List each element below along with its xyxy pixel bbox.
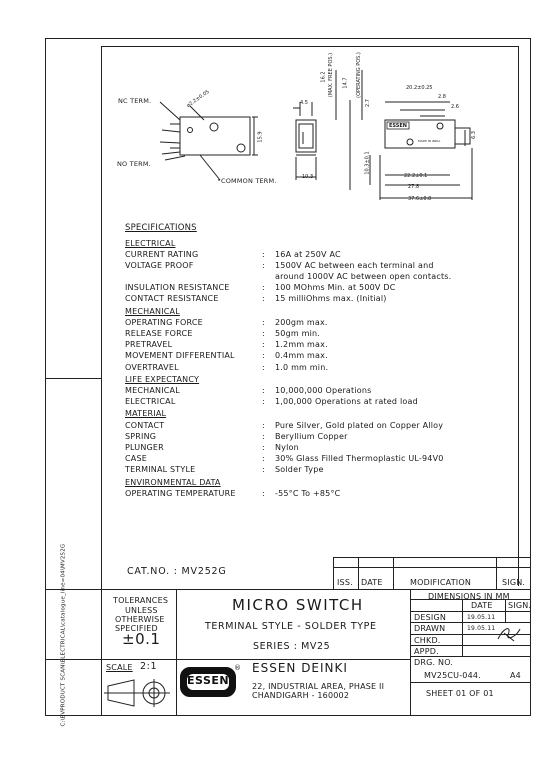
- spec-value: 0.4mm max.: [275, 351, 328, 361]
- spec-label: CURRENT RATING: [125, 250, 199, 260]
- registered-mark: ®: [234, 664, 242, 672]
- left-margin-line: [45, 378, 101, 379]
- dim-103: 10.3±0.1: [364, 151, 371, 175]
- spec-value: 1,00,000 Operations at rated load: [275, 397, 418, 407]
- dim-free-pos: 16.2: [320, 71, 327, 83]
- dim-width: 10.3: [302, 174, 314, 180]
- dim-63: 6.3: [470, 131, 477, 139]
- spec-label: RELEASE FORCE: [125, 328, 193, 338]
- spec-section-heading: MECHANICAL: [125, 306, 180, 316]
- spec-label: ELECTRICAL: [125, 397, 176, 407]
- company-logo: [180, 667, 236, 697]
- spec-separator: :: [262, 261, 265, 271]
- spec-separator: :: [262, 465, 265, 475]
- company-logo-text: ESSEN: [187, 674, 229, 690]
- dim-height: 15.9: [257, 131, 264, 143]
- side-file-path: C:\EVPRODUCT SCAN\ELECTRICAL\catalogue_line=04\MV252G: [60, 543, 67, 727]
- approved-label: APPD.: [414, 647, 439, 656]
- appr-col-2: [505, 599, 506, 622]
- dim-278: 27.8: [408, 184, 420, 190]
- spec-label: INSULATION RESISTANCE: [125, 283, 230, 293]
- spec-value-cont: around 1000V AC between open contacts.: [275, 271, 452, 281]
- spec-separator: :: [262, 397, 265, 407]
- catalog-number: CAT.NO. : MV252G: [127, 566, 227, 577]
- appr-col-1: [462, 599, 463, 656]
- appr-line-6: [410, 656, 531, 657]
- dim-lever: 20.2±0.25: [406, 85, 433, 91]
- spec-separator: :: [262, 294, 265, 304]
- part-logo: ESSEN: [389, 123, 407, 129]
- approval-sign-header: SIGN.: [508, 601, 532, 610]
- spec-label: CONTACT RESISTANCE: [125, 294, 219, 304]
- dim-28: 2.8: [438, 94, 446, 100]
- tb-col-right: [410, 589, 411, 716]
- appr-line-1: [410, 599, 531, 600]
- spec-label: CONTACT: [125, 420, 165, 430]
- dim-26: 2.6: [451, 104, 459, 110]
- dim-plunger: 2.7: [364, 99, 371, 107]
- spec-separator: :: [262, 420, 265, 430]
- spec-label: OPERATING TEMPERATURE: [125, 488, 236, 498]
- spec-label: TERMINAL STYLE: [125, 465, 196, 475]
- spec-value: Nylon: [275, 442, 299, 452]
- spec-separator: :: [262, 488, 265, 498]
- drawing-number: MV25CU-044.: [424, 671, 481, 680]
- checked-label: CHKD.: [414, 636, 441, 645]
- spec-label: MOVEMENT DIFFERENTIAL: [125, 351, 235, 361]
- part-text: MADE IN INDIA: [418, 139, 441, 143]
- dim-op-pos-note: (OPERATING POS.): [355, 52, 362, 98]
- spec-separator: :: [262, 385, 265, 395]
- spec-value: 30% Glass Filled Thermoplastic UL-94V0: [275, 454, 444, 464]
- spec-label: MECHANICAL: [125, 385, 180, 395]
- rev-line-top: [333, 557, 531, 558]
- dim-term-width: 4.5: [300, 100, 308, 106]
- dim-376: 37.6±0.8: [408, 196, 432, 202]
- spec-separator: :: [262, 454, 265, 464]
- spec-label: CASE: [125, 454, 147, 464]
- dimensions-unit: DIMENSIONS IN MM: [428, 592, 510, 601]
- tb-line-top: [45, 589, 531, 590]
- spec-separator: :: [262, 442, 265, 452]
- spec-separator: :: [262, 351, 265, 361]
- spec-value: 10,000,000 Operations: [275, 385, 372, 395]
- company-address-2: CHANDIGARH - 160002: [252, 691, 350, 700]
- rev-iss-header: ISS.: [337, 578, 353, 587]
- common-term-label: COMMON TERM.: [221, 177, 277, 185]
- drawing-series: SERIES : MV25: [253, 641, 331, 652]
- spec-value: 15 milliOhms max. (Initial): [275, 294, 387, 304]
- projection-symbol: [104, 676, 174, 712]
- approval-date-header: DATE: [471, 601, 493, 610]
- drawn-date: 19.05.11: [467, 625, 496, 632]
- spec-value: -55°C To +85°C: [275, 488, 341, 498]
- drawing-number-label: DRG. NO.: [414, 658, 454, 667]
- rev-col-1: [333, 557, 334, 589]
- dim-hole: ø2.2±0.05: [185, 88, 211, 110]
- appr-line-7: [410, 682, 531, 683]
- tolerances-l4: SPECIFIED: [115, 624, 158, 633]
- paper-size: A4: [510, 671, 521, 680]
- spec-section-heading: ENVIRONMENTAL DATA: [125, 477, 221, 487]
- tolerances-l2: UNLESS: [125, 606, 158, 615]
- scale-value: 2:1: [140, 661, 158, 672]
- drawing-subtitle: TERMINAL STYLE - SOLDER TYPE: [205, 621, 377, 632]
- tb-col-tol: [101, 589, 102, 716]
- spec-separator: :: [262, 431, 265, 441]
- spec-label: PRETRAVEL: [125, 340, 173, 350]
- spec-label: SPRING: [125, 431, 157, 441]
- spec-value: Pure Silver, Gold plated on Copper Alloy: [275, 420, 444, 430]
- rev-col-3: [393, 557, 394, 589]
- spec-value: 1.2mm max.: [275, 340, 328, 350]
- signature-mark: [494, 621, 524, 645]
- tb-col-title: [176, 589, 177, 716]
- spec-section-heading: MATERIAL: [125, 409, 167, 419]
- dim-op-pos: 14.7: [342, 77, 349, 89]
- rev-sign-header: SIGN.: [502, 578, 526, 587]
- spec-label: VOLTAGE PROOF: [125, 261, 194, 271]
- rev-mod-header: MODIFICATION: [410, 578, 472, 587]
- scale-label: SCALE: [106, 663, 133, 672]
- tolerances-l3: OTHERWISE: [115, 615, 165, 624]
- spec-separator: :: [262, 283, 265, 293]
- company-address-1: 22, INDUSTRIAL AREA, PHASE II: [252, 682, 385, 691]
- drawn-label: DRAWN: [414, 624, 446, 633]
- appr-line-5: [410, 645, 531, 646]
- spec-label: OPERATING FORCE: [125, 317, 203, 327]
- dim-free-pos-note: (MAX. FREE POS.): [328, 52, 335, 98]
- appr-line-2: [410, 611, 531, 612]
- spec-separator: :: [262, 317, 265, 327]
- company-name: ESSEN DEINKI: [252, 661, 348, 675]
- spec-section-heading: ELECTRICAL: [125, 239, 176, 248]
- rev-col-2: [358, 557, 359, 589]
- spec-separator: :: [262, 362, 265, 372]
- no-term-label: NO TERM.: [117, 160, 151, 168]
- drawing-title: MICRO SWITCH: [232, 596, 364, 614]
- sheet-number: SHEET 01 OF 01: [426, 689, 494, 698]
- design-label: DESIGN: [414, 613, 447, 622]
- tb-line-mid: [45, 659, 410, 660]
- spec-separator: :: [262, 250, 265, 260]
- spec-value: Beryllium Copper: [275, 431, 348, 441]
- spec-section-heading: LIFE EXPECTANCY: [125, 374, 200, 384]
- spec-value: 16A at 250V AC: [275, 250, 341, 260]
- specifications-title: SPECIFICATIONS: [125, 223, 197, 233]
- dim-222: 22.2±0.1: [404, 173, 428, 179]
- spec-separator: :: [262, 340, 265, 350]
- spec-value: 1.0 mm min.: [275, 362, 329, 372]
- spec-label: PLUNGER: [125, 442, 164, 452]
- tolerances-title: TOLERANCES: [113, 596, 169, 605]
- spec-value: 1500V AC between each terminal and: [275, 261, 434, 271]
- switch-drawing: [100, 40, 520, 215]
- nc-term-label: NC TERM.: [118, 97, 152, 105]
- rev-col-4: [496, 557, 497, 589]
- rev-date-header: DATE: [361, 578, 383, 587]
- spec-value: 100 MOhms Min. at 500V DC: [275, 283, 396, 293]
- tolerance-value: ±0.1: [122, 630, 161, 648]
- spec-value: 200gm max.: [275, 317, 328, 327]
- rev-line-mid: [333, 567, 531, 568]
- spec-value: 50gm min.: [275, 328, 321, 338]
- spec-label: OVERTRAVEL: [125, 362, 179, 372]
- design-date: 19.05.11: [467, 614, 496, 621]
- spec-value: Solder Type: [275, 465, 324, 475]
- spec-separator: :: [262, 328, 265, 338]
